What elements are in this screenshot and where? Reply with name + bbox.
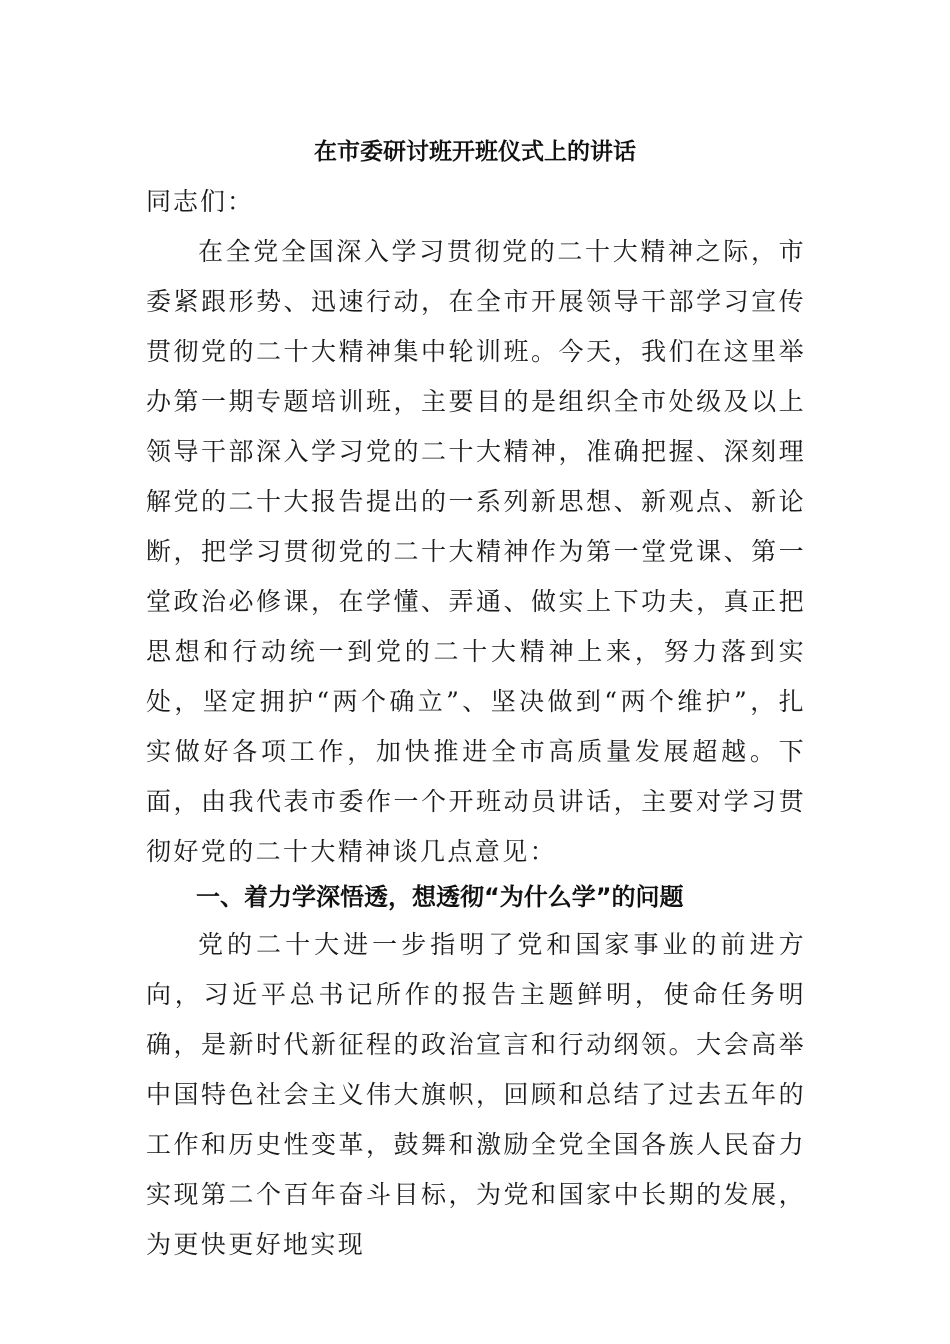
section-heading-1: 一、着力学深悟透，想透彻“为什么学”的问题 [196,883,684,911]
paragraph-intro: 在全党全国深入学习贯彻党的二十大精神之际，市委紧跟形势、迅速行动，在全市开展领导干部学习宣传贯彻党的二十大精神集中轮训班。今天，我们在这里举办第一期专题培训班，主要目的是组织全市处级及以上领导干部深入学习党的二十大精神，准确把握、深刻理解党的二十大报告提出的一系列新思想、新观点、新论断，把学习贯彻党的二十大精神作为第一堂党课、第一堂政治必修课，在学懂、弄通、做实上下功夫，真正把思想和行动统一到党的二十大精神上来，努力落到实处，坚定拥护“两个确立”、坚决做到“两个维护”，扎实做好各项工作，加快推进全市高质量发展超越。下面，由我代表市委作一个开班动员讲话，主要对学习贯彻好党的二十大精神谈几点意见： [146,237,806,866]
document-title: 在市委研讨班开班仪式上的讲话 [314,139,636,165]
paragraph-section-1: 党的二十大进一步指明了党和国家事业的前进方向，习近平总书记所作的报告主题鲜明，使命任务明确，是新时代新征程的政治宣言和行动纲领。大会高举中国特色社会主义伟大旗帜，回顾和总结了过去五年的工作和历史性变革，鼓舞和激励全党全国各族人民奋力实现第二个百年奋斗目标，为党和国家中长期的发展，为更快更好地实现 [146,930,806,1259]
salutation: 同志们： [146,187,255,216]
